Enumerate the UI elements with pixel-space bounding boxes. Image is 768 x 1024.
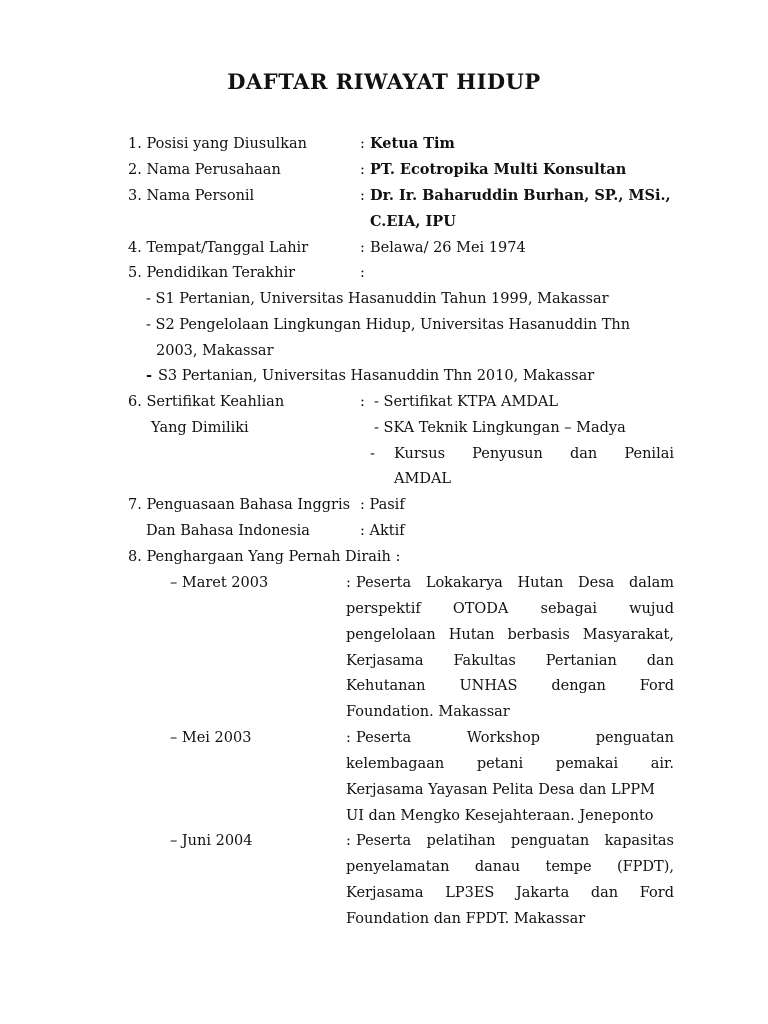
pendidikan-s1: - S1 Pertanian, Universitas Hasanuddin Tahun 1999, Makassar (146, 291, 609, 307)
penghargaan-line: Kerjasama LP3ES Jakarta dan Ford (346, 885, 674, 901)
value-personil-line2: C.EIA, IPU (370, 213, 456, 230)
label-pendidikan: 5. Pendidikan Terakhir (128, 265, 296, 281)
label-posisi: 1. Posisi yang Diusulkan (128, 136, 307, 152)
colon: : (360, 162, 365, 178)
penghargaan-date: – Mei 2003 (170, 730, 252, 746)
penghargaan-line: Foundation. Makassar (346, 704, 510, 720)
penghargaan-line: perspektif OTODA sebagai wujud (346, 601, 674, 617)
sertifikat-item2: - SKA Teknik Lingkungan – Madya (374, 420, 626, 436)
penghargaan-date: – Juni 2004 (170, 833, 253, 849)
colon: : (346, 730, 351, 746)
sertifikat-item1: - Sertifikat KTPA AMDAL (374, 394, 559, 410)
penghargaan-line: Kerjasama Yayasan Pelita Desa dan LPPM (346, 782, 655, 798)
label-bahasa-inggris: 7. Penguasaan Bahasa Inggris (128, 497, 351, 513)
colon: : (360, 240, 365, 256)
value-personil-line1: Dr. Ir. Baharuddin Burhan, SP., MSi., (370, 187, 671, 204)
penghargaan-line: Peserta Lokakarya Hutan Desa dalam (356, 575, 674, 591)
label-ttl: 4. Tempat/Tanggal Lahir (128, 240, 309, 256)
sertifikat-item3-line2: AMDAL (394, 471, 452, 487)
pendidikan-s2-line1: - S2 Pengelolaan Lingkungan Hidup, Universitas Hasanuddin Thn (146, 317, 631, 333)
colon: : (346, 575, 351, 591)
label-perusahaan: 2. Nama Perusahaan (128, 162, 281, 178)
value-bahasa-inggris: : Pasif (360, 497, 405, 513)
label-sertifikat-line2: Yang Dimiliki (151, 420, 249, 436)
sertifikat-item3-line1: Kursus Penyusun dan Penilai (394, 446, 674, 462)
penghargaan-line: UI dan Mengko Kesejahteraan. Jeneponto (346, 808, 654, 824)
penghargaan-date: – Maret 2003 (170, 575, 269, 591)
penghargaan-line: Kerjasama Fakultas Pertanian dan (346, 653, 674, 669)
penghargaan-line: pengelolaan Hutan berbasis Masyarakat, (346, 627, 674, 643)
pendidikan-s2-line2: 2003, Makassar (156, 343, 274, 359)
penghargaan-line: Peserta Workshop penguatan (356, 730, 674, 746)
penghargaan-line: Kehutanan UNHAS dengan Ford (346, 678, 674, 694)
label-personil: 3. Nama Personil (128, 188, 255, 204)
label-bahasa-indonesia: Dan Bahasa Indonesia (146, 523, 310, 539)
page-title: DAFTAR RIWAYAT HIDUP (227, 69, 541, 94)
colon: : (346, 833, 351, 849)
value-ttl: Belawa/ 26 Mei 1974 (370, 240, 526, 256)
penghargaan-line: kelembagaan petani pemakai air. (346, 756, 674, 772)
penghargaan-line: Foundation dan FPDT. Makassar (346, 911, 586, 927)
value-posisi: Ketua Tim (370, 135, 455, 152)
penghargaan-line: Peserta pelatihan penguatan kapasitas (356, 833, 674, 849)
colon: : (360, 188, 365, 204)
sertifikat-item3-dash: - (370, 446, 375, 462)
colon: : (360, 265, 365, 281)
pendidikan-s3-dash: - (146, 367, 153, 384)
value-bahasa-indonesia: : Aktif (360, 523, 405, 539)
colon: : (360, 136, 365, 152)
colon: : (360, 394, 365, 410)
pendidikan-s3: S3 Pertanian, Universitas Hasanuddin Thn 2010, Makassar (158, 368, 595, 384)
penghargaan-line: penyelamatan danau tempe (FPDT), (346, 859, 674, 875)
label-penghargaan: 8. Penghargaan Yang Pernah Diraih : (128, 549, 401, 565)
value-perusahaan: PT. Ecotropika Multi Konsultan (370, 161, 627, 178)
label-sertifikat: 6. Sertifikat Keahlian (128, 394, 285, 410)
